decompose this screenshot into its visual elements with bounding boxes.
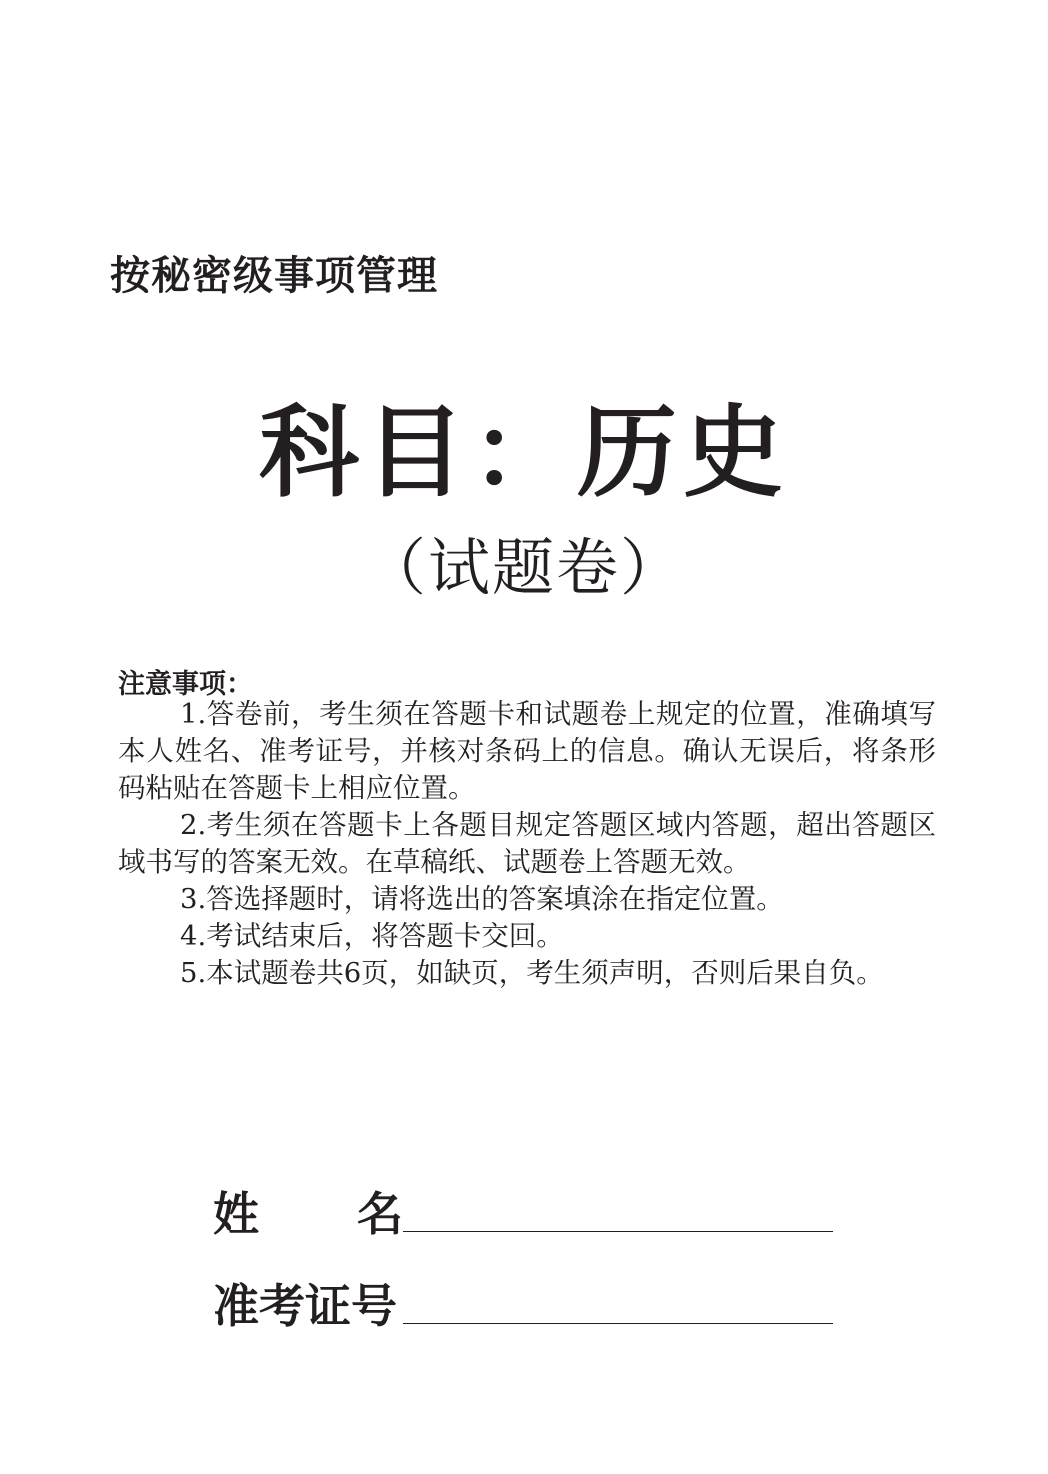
note-item-1: 1.答卷前，考生须在答题卡和试题卷上规定的位置，准确填写本人姓名、准考证号，并核对条码上的信息。确认无误后，将条形码粘贴在答题卡上相应位置。 [118, 698, 936, 804]
exam-id-blank-line[interactable] [403, 1323, 833, 1324]
paper-type-subtitle: （试题卷） [363, 531, 684, 604]
notes-list [118, 696, 936, 992]
note-item-4: 4.考试结束后，将答题卡交回。 [180, 920, 564, 952]
name-blank-line[interactable] [403, 1231, 833, 1232]
note-item-5: 5.本试题卷共6页，如缺页，考生须声明，否则后果自负。 [180, 957, 884, 989]
name-label [213, 1186, 403, 1242]
exam-id-field-row [213, 1278, 833, 1334]
notes-heading: 注意事项： [118, 669, 253, 700]
name-label-char-2: 名 [357, 1187, 403, 1241]
note-item-3: 3.答选择题时，请将选出的答案填涂在指定位置。 [180, 883, 784, 915]
name-field-row [213, 1186, 833, 1242]
name-label-char-1: 姓 [213, 1187, 259, 1241]
classification-label: 按秘密级事项管理 [110, 253, 438, 299]
exam-id-label: 准考证号 [213, 1279, 397, 1333]
subject-title: 科目：历史 [259, 393, 789, 511]
note-item-2: 2.考生须在答题卡上各题目规定答题区域内答题，超出答题区域书写的答案无效。在草稿纸、试题卷上答题无效。 [118, 809, 936, 878]
